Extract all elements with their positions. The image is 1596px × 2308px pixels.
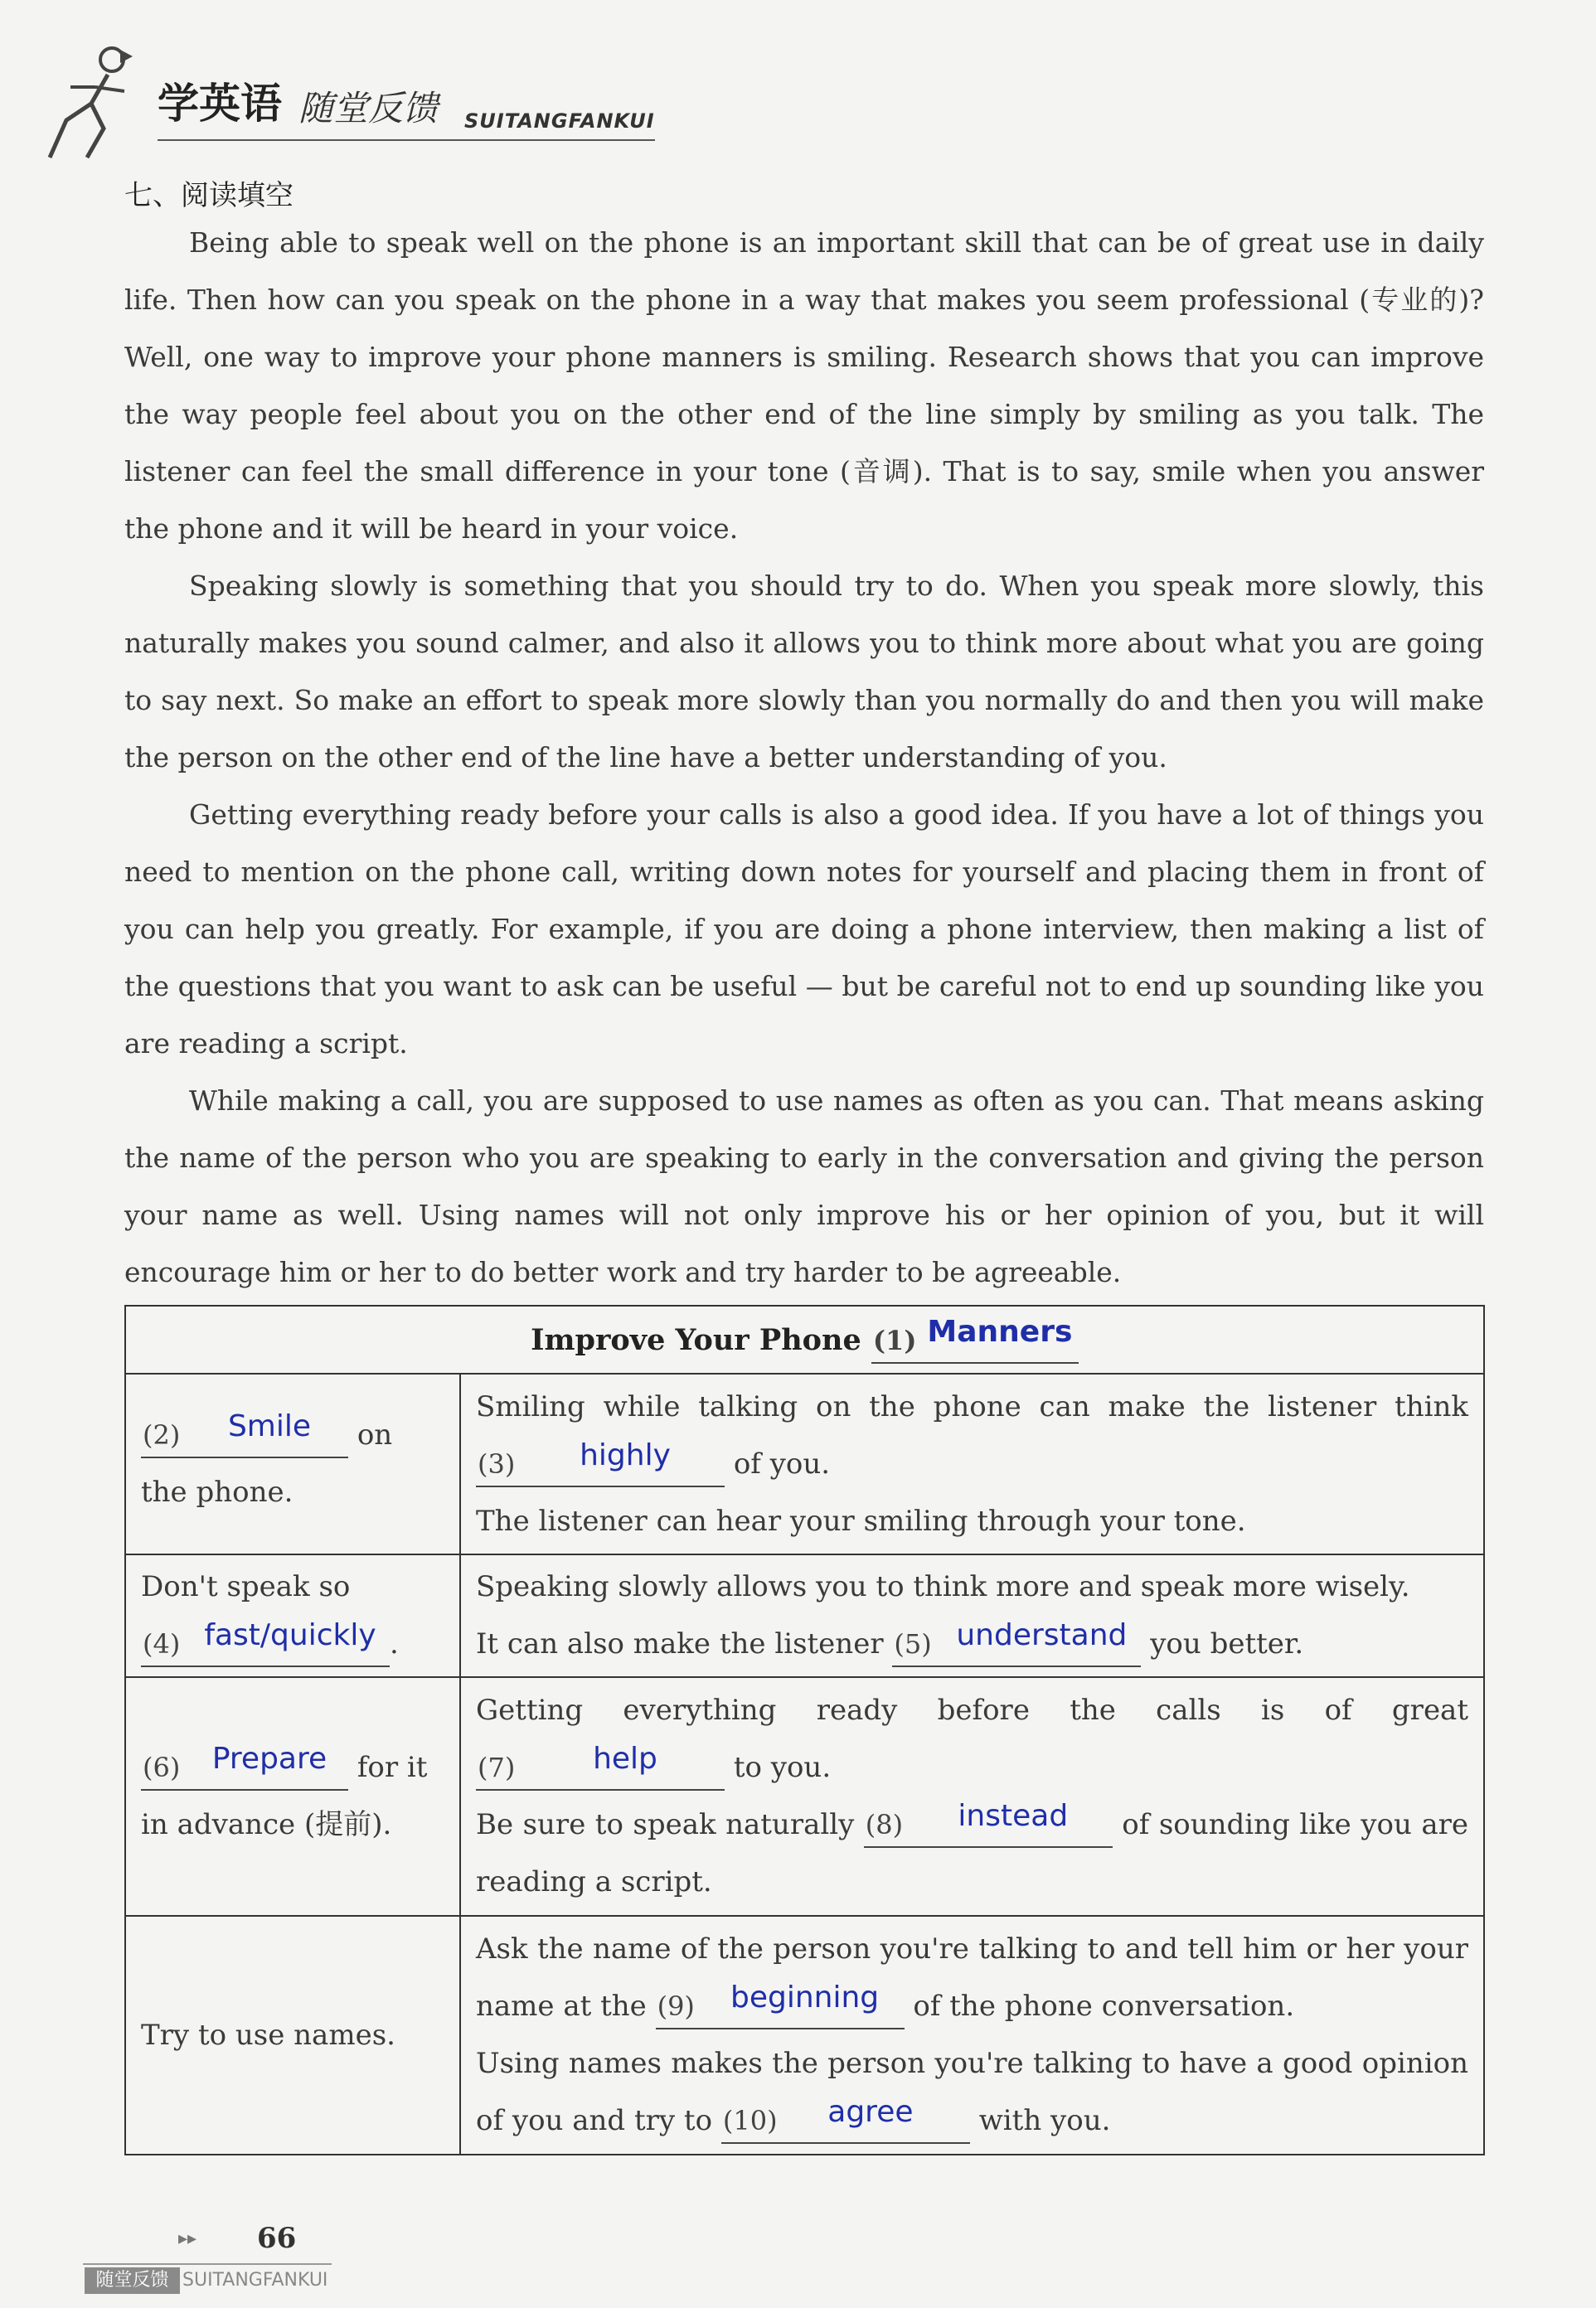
table-row <box>125 1374 1484 1554</box>
page-footer <box>83 2222 415 2305</box>
row-text: Ask the name of the person you're talking to and tell him or her your name at the <box>476 1932 1468 2023</box>
row-right-cell <box>460 1374 1484 1554</box>
table-row <box>125 1677 1484 1916</box>
blank-2[interactable] <box>141 1409 348 1458</box>
footer-label: 随堂反馈 <box>85 2267 180 2294</box>
blank-6[interactable] <box>141 1742 348 1791</box>
blank-7[interactable] <box>476 1742 725 1791</box>
page-header <box>33 33 779 166</box>
blank-number: (3) <box>478 1447 516 1480</box>
blank-5[interactable] <box>892 1618 1141 1667</box>
blank-number: (5) <box>894 1628 932 1660</box>
row-left-text: . <box>390 1627 399 1661</box>
row-text: Be sure to speak naturally <box>476 1808 855 1841</box>
runner-logo-icon <box>41 41 141 166</box>
blank-number: (1) <box>872 1324 917 1356</box>
row-right-cell <box>460 1554 1484 1677</box>
row-left-text: Try to use names. <box>141 2018 395 2052</box>
passage-paragraph: While making a call, you are supposed to use names as often as you can. That means asking the name of the person who you are speaking to early in the conversation and giving the person your name as well. Using names will not only improve his or her opinion of you, but it will encourage him or her to do better work and try harder to be agreeable. <box>124 1084 1484 1288</box>
header-title: 学英语 <box>158 80 282 128</box>
row-text: It can also make the listener <box>476 1627 884 1661</box>
row-text: of you. <box>733 1447 831 1481</box>
blank-3[interactable] <box>476 1438 725 1487</box>
row-text: Smiling while talking on the phone can make the listener think <box>476 1389 1468 1423</box>
blank-answer: fast/quickly <box>204 1618 376 1652</box>
row-right-cell <box>460 1916 1484 2155</box>
blank-number: (9) <box>657 1990 695 2022</box>
row-text: with you. <box>978 2104 1111 2137</box>
blank-9[interactable] <box>656 1981 905 2029</box>
header-title-pinyin: SUITANGFANKUI <box>464 109 655 133</box>
table-title-cell <box>125 1306 1484 1374</box>
section-title: 七、阅读填空 <box>124 179 293 212</box>
passage-paragraph: Being able to speak well on the phone is an important skill that can be of great use in daily life. Then how can you speak on the phone in a way that makes you seem professional (专业的)? Well, one way to improve your phone manners is smiling. Research shows that you can improve the way people feel about you on the other end of the line simply by smiling as you talk. The listener can feel the small difference in your tone (音调). That is to say, smile when you answer the phone and it will be heard in your voice. <box>124 226 1484 545</box>
blank-answer: beginning <box>730 1981 880 2015</box>
blank-answer: understand <box>956 1618 1128 1652</box>
passage-paragraph: Getting everything ready before your calls is also a good idea. If you have a lot of things you need to mention on the phone call, writing down notes for yourself and placing them in front of you can help you greatly. For example, if you are doing a phone interview, then making a list of the questions that you want to ask can be useful — but be careful not to end up sounding like you are reading a script. <box>124 798 1484 1059</box>
blank-4[interactable] <box>141 1618 390 1667</box>
table-title: Improve Your Phone <box>531 1322 861 1357</box>
blank-answer: Prepare <box>211 1742 327 1776</box>
row-left-text: on the phone. <box>141 1418 393 1509</box>
table-header-row <box>125 1306 1484 1374</box>
blank-number: (4) <box>143 1628 181 1660</box>
blank-number: (8) <box>865 1809 904 1840</box>
row-text: The listener can hear your smiling through your tone. <box>476 1504 1246 1538</box>
fill-in-table <box>124 1305 1485 2155</box>
row-left-cell <box>125 1677 460 1916</box>
blank-number: (7) <box>478 1752 516 1783</box>
header-subtitle: 随堂反馈 <box>298 88 439 128</box>
blank-answer: Manners <box>927 1314 1073 1349</box>
blank-1[interactable] <box>871 1314 1079 1364</box>
footer-divider <box>83 2263 332 2265</box>
row-left-cell <box>125 1374 460 1554</box>
passage-paragraph: Speaking slowly is something that you should try to do. When you speak more slowly, this naturally makes you sound calmer, and also it allows you to think more about what you are going to say next. So make an effort to speak more slowly than you normally do and then you will make the person on the other end of the line have a better understanding of you. <box>124 570 1484 773</box>
row-left-text: for it in advance (提前). <box>141 1751 428 1841</box>
header-underline <box>158 139 655 141</box>
row-text: of the phone conversation. <box>913 1990 1295 2023</box>
row-text: you better. <box>1150 1627 1304 1661</box>
blank-10[interactable] <box>721 2095 970 2144</box>
row-left-cell <box>125 1916 460 2155</box>
arrow-icon: ▸▸ <box>178 2228 197 2249</box>
blank-answer: agree <box>827 2095 914 2129</box>
row-text: of sounding like you are reading a script. <box>476 1808 1468 1898</box>
row-text: Getting everything ready before the calls is of great <box>476 1694 1468 1727</box>
row-text: Using names makes the person you're talking to have a good opinion of you and try to <box>476 2047 1468 2137</box>
table-row <box>125 1916 1484 2155</box>
row-right-cell <box>460 1677 1484 1916</box>
blank-answer: instead <box>958 1799 1069 1833</box>
blank-8[interactable] <box>864 1799 1113 1848</box>
row-text: to you. <box>733 1751 832 1784</box>
blank-answer: Smile <box>227 1409 312 1443</box>
row-text: Speaking slowly allows you to think more and speak more wisely. <box>476 1570 1410 1603</box>
blank-number: (2) <box>143 1419 181 1451</box>
row-left-text: Don't speak so <box>141 1570 351 1603</box>
page-number: 66 <box>257 2222 297 2255</box>
blank-number: (6) <box>143 1752 181 1783</box>
row-left-cell <box>125 1554 460 1677</box>
table-row <box>125 1554 1484 1677</box>
blank-answer: help <box>593 1742 657 1776</box>
reading-passage <box>124 214 1484 1301</box>
blank-number: (10) <box>722 2105 778 2136</box>
blank-answer: highly <box>580 1438 671 1472</box>
footer-label-pinyin: SUITANGFANKUI <box>182 2270 328 2291</box>
